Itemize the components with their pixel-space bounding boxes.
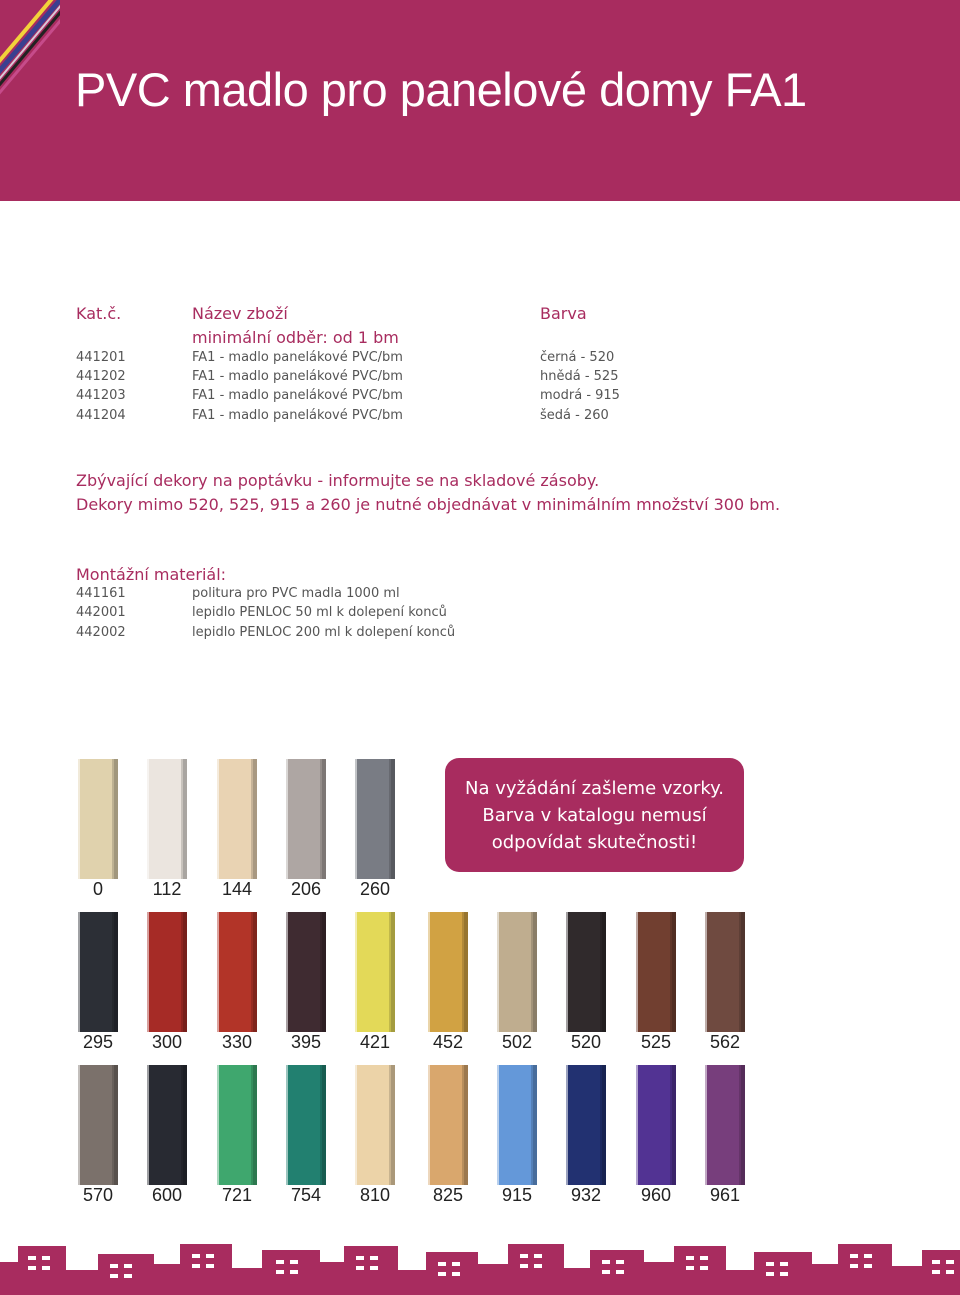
- table-row-name: FA1 - madlo panelákové PVC/bm: [192, 350, 403, 365]
- stock-note: Zbývající dekory na poptávku - informujte se na skladové zásoby.: [76, 471, 600, 490]
- color-code-label: 932: [570, 1185, 602, 1205]
- callout-line: Na vyžádání zašleme vzorky.: [465, 778, 724, 799]
- color-swatch: [78, 1065, 118, 1185]
- color-swatch: [355, 1065, 395, 1185]
- table-row-color: modrá - 915: [540, 388, 620, 403]
- table-row-color: šedá - 260: [540, 408, 609, 423]
- color-code-label: 810: [359, 1185, 391, 1205]
- color-swatch: [497, 912, 537, 1032]
- min-order-note: minimální odběr: od 1 bm: [192, 328, 399, 347]
- color-code-label: 525: [640, 1032, 672, 1052]
- color-code-label: 721: [221, 1185, 253, 1205]
- color-swatch: [355, 912, 395, 1032]
- decorative-stripes: [0, 0, 60, 120]
- color-code-label: 300: [151, 1032, 183, 1052]
- color-code-label: 260: [359, 879, 391, 899]
- color-swatch: [286, 759, 326, 879]
- col-catalog-header: Kat.č.: [76, 304, 122, 323]
- color-code-label: 754: [290, 1185, 322, 1205]
- building-skyline-decoration: [0, 1240, 960, 1295]
- color-code-label: 452: [432, 1032, 464, 1052]
- color-swatch: [566, 912, 606, 1032]
- color-swatch: [147, 759, 187, 879]
- color-code-label: 112: [152, 879, 182, 899]
- color-swatch: [497, 1065, 537, 1185]
- list-item-name: lepidlo PENLOC 200 ml k dolepení konců: [192, 625, 456, 640]
- color-code-label: 330: [221, 1032, 253, 1052]
- table-row-color: hnědá - 525: [540, 369, 619, 384]
- samples-callout: [445, 758, 744, 872]
- minimum-order-note: Dekory mimo 520, 525, 915 a 260 je nutné objednávat v minimálním množství 300 bm.: [76, 495, 781, 514]
- color-code-label: 0: [92, 879, 103, 899]
- color-swatch: [705, 1065, 745, 1185]
- color-code-label: 961: [709, 1185, 741, 1205]
- color-swatch: [78, 912, 118, 1032]
- color-swatch: [217, 1065, 257, 1185]
- color-swatch: [286, 912, 326, 1032]
- color-code-label: 295: [82, 1032, 114, 1052]
- color-code-label: 520: [570, 1032, 602, 1052]
- color-swatch: [705, 912, 745, 1032]
- table-row-id: 441201: [76, 350, 126, 365]
- page-title: PVC madlo pro panelové domy FA1: [75, 63, 807, 116]
- color-swatch: [636, 1065, 676, 1185]
- color-swatch: [147, 1065, 187, 1185]
- table-row-name: FA1 - madlo panelákové PVC/bm: [192, 388, 403, 403]
- col-color-header: Barva: [540, 304, 587, 323]
- color-swatch: [217, 912, 257, 1032]
- color-code-label: 960: [640, 1185, 672, 1205]
- color-code-label: 915: [501, 1185, 533, 1205]
- color-code-label: 570: [82, 1185, 114, 1205]
- color-swatch: [147, 912, 187, 1032]
- list-item-id: 442001: [76, 605, 126, 620]
- table-row-color: černá - 520: [540, 350, 615, 365]
- color-swatch: [286, 1065, 326, 1185]
- color-code-label: 502: [501, 1032, 533, 1052]
- color-swatch: [78, 759, 118, 879]
- callout-line: odpovídat skutečnosti!: [491, 832, 698, 853]
- color-swatch: [566, 1065, 606, 1185]
- header-banner: [0, 0, 960, 201]
- list-item-id: 441161: [76, 586, 126, 601]
- list-item-id: 442002: [76, 625, 126, 640]
- col-name-header: Název zboží: [192, 304, 288, 323]
- mounting-heading: Montážní materiál:: [76, 565, 227, 584]
- color-code-label: 600: [151, 1185, 183, 1205]
- color-code-label: 562: [709, 1032, 741, 1052]
- table-row-id: 441203: [76, 388, 126, 403]
- list-item-name: lepidlo PENLOC 50 ml k dolepení konců: [192, 605, 447, 620]
- color-swatch: [428, 912, 468, 1032]
- color-code-label: 395: [290, 1032, 322, 1052]
- callout-line: Barva v katalogu nemusí: [482, 805, 707, 826]
- table-row-name: FA1 - madlo panelákové PVC/bm: [192, 408, 403, 423]
- table-row-id: 441204: [76, 408, 126, 423]
- color-code-label: 144: [221, 879, 253, 899]
- color-swatch: [217, 759, 257, 879]
- list-item-name: politura pro PVC madla 1000 ml: [192, 586, 400, 601]
- color-swatch: [355, 759, 395, 879]
- color-swatch: [428, 1065, 468, 1185]
- color-swatch: [636, 912, 676, 1032]
- color-code-label: 825: [432, 1185, 464, 1205]
- color-code-label: 421: [359, 1032, 391, 1052]
- table-row-id: 441202: [76, 369, 126, 384]
- color-code-label: 206: [290, 879, 322, 899]
- table-row-name: FA1 - madlo panelákové PVC/bm: [192, 369, 403, 384]
